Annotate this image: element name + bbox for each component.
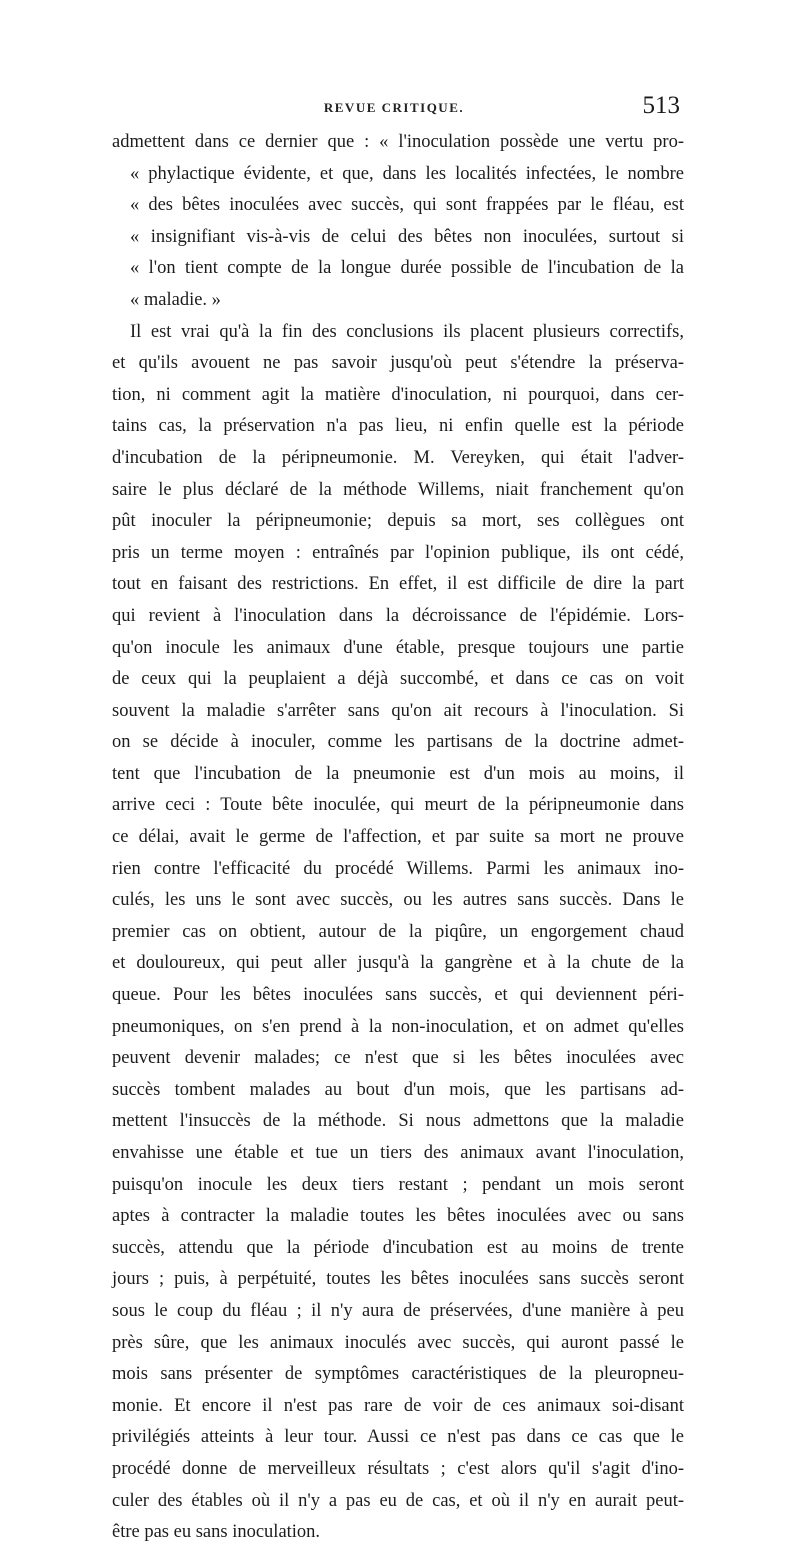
text-line: tains cas, la préservation n'a pas lieu, ni enfin quelle est la période bbox=[112, 416, 684, 437]
text-line: « insignifiant vis-à-vis de celui des bêtes non inoculées, surtout si bbox=[130, 226, 684, 247]
text-line: tent que l'incubation de la pneumonie est d'un mois au moins, il bbox=[112, 763, 684, 784]
text-line: tout en faisant des restrictions. En effet, il est difficile de dire la part bbox=[112, 574, 684, 595]
text-line: puisqu'on inocule les deux tiers restant ; pendant un mois seront bbox=[112, 1174, 684, 1195]
text-line: procédé donne de merveilleux résultats ; c'est alors qu'il s'agit d'ino- bbox=[112, 1458, 684, 1479]
body-text bbox=[112, 127, 684, 1549]
text-line: « des bêtes inoculées avec succès, qui sont frappées par le fléau, est bbox=[130, 195, 684, 216]
text-line: monie. Et encore il n'est pas rare de voir de ces animaux soi-disant bbox=[112, 1395, 684, 1416]
text-line: mois sans présenter de symptômes caractéristiques de la pleuropneu- bbox=[112, 1364, 684, 1385]
text-line: admettent dans ce dernier que : « l'inoculation possède une vertu pro- bbox=[112, 132, 684, 152]
text-line: être pas eu sans inoculation. bbox=[112, 1522, 321, 1543]
text-line: envahisse une étable et tue un tiers des animaux avant l'inoculation, bbox=[112, 1143, 684, 1163]
text-line: privilégiés atteints à leur tour. Aussi ce n'est pas dans ce cas que le bbox=[112, 1427, 684, 1448]
text-line: on se décide à inoculer, comme les partisans de la doctrine admet- bbox=[112, 732, 684, 753]
text-line: « phylactique évidente, et que, dans les localités infectées, le nombre bbox=[130, 163, 684, 184]
text-line: arrive ceci : Toute bête inoculée, qui meurt de la péripneumonie dans bbox=[112, 795, 684, 816]
text-line: « maladie. » bbox=[130, 289, 221, 310]
text-line: Il est vrai qu'à la fin des conclusions ils placent plusieurs correctifs, bbox=[130, 321, 684, 342]
text-line: aptes à contracter la maladie toutes les bêtes inoculées avec ou sans bbox=[112, 1206, 684, 1227]
text-line: et douloureux, qui peut aller jusqu'à la gangrène et à la chute de la bbox=[112, 953, 684, 974]
text-line: et qu'ils avouent ne pas savoir jusqu'où peut s'étendre la préserva- bbox=[112, 353, 684, 374]
text-line: saire le plus déclaré de la méthode Willems, niait franchement qu'on bbox=[112, 479, 684, 500]
text-line: pris un terme moyen : entraînés par l'opinion publique, ils ont cédé, bbox=[112, 542, 684, 563]
text-line: près sûre, que les animaux inoculés avec succès, qui auront passé le bbox=[112, 1332, 684, 1353]
text-line: tion, ni comment agit la matière d'inoculation, ni pourquoi, dans cer- bbox=[112, 384, 684, 405]
running-head bbox=[108, 92, 680, 122]
text-line: jours ; puis, à perpétuité, toutes les bêtes inoculées sans succès seront bbox=[112, 1269, 684, 1290]
page-number: 513 bbox=[642, 92, 680, 119]
text-line: qu'on inocule les animaux d'une étable, presque toujours une partie bbox=[112, 637, 684, 658]
text-line: culés, les uns le sont avec succès, ou les autres sans succès. Dans le bbox=[112, 890, 684, 911]
text-line: mettent l'insuccès de la méthode. Si nous admettons que la maladie bbox=[112, 1111, 684, 1132]
text-line: rien contre l'efficacité du procédé Willems. Parmi les animaux ino- bbox=[112, 858, 684, 879]
text-line: peuvent devenir malades; ce n'est que si les bêtes inoculées avec bbox=[112, 1048, 684, 1069]
text-line: d'incubation de la péripneumonie. M. Vereyken, qui était l'adver- bbox=[112, 447, 684, 468]
text-line: culer des étables où il n'y a pas eu de cas, et où il n'y en aurait peut- bbox=[112, 1490, 684, 1511]
text-line: succès tombent malades au bout d'un mois, que les partisans ad- bbox=[112, 1079, 684, 1100]
text-line: sous le coup du fléau ; il n'y aura de préservées, d'une manière à peu bbox=[112, 1300, 684, 1321]
text-line: queue. Pour les bêtes inoculées sans succès, et qui deviennent péri- bbox=[112, 985, 684, 1006]
text-line: premier cas on obtient, autour de la piqûre, un engorgement chaud bbox=[112, 921, 684, 942]
text-line: pût inoculer la péripneumonie; depuis sa mort, ses collègues ont bbox=[112, 511, 684, 532]
text-line: succès, attendu que la période d'incubation est au moins de trente bbox=[112, 1237, 684, 1258]
text-line: ce délai, avait le germe de l'affection, et par suite sa mort ne prouve bbox=[112, 827, 684, 848]
running-title: REVUE CRITIQUE. bbox=[323, 100, 465, 115]
text-line: « l'on tient compte de la longue durée possible de l'incubation de la bbox=[130, 258, 684, 279]
text-line: de ceux qui la peuplaient a déjà succombé, et dans ce cas on voit bbox=[112, 669, 684, 690]
text-line: souvent la maladie s'arrêter sans qu'on ait recours à l'inoculation. Si bbox=[112, 700, 684, 721]
text-line: pneumoniques, on s'en prend à la non-inoculation, et on admet qu'elles bbox=[112, 1016, 684, 1037]
text-line: qui revient à l'inoculation dans la décroissance de l'épidémie. Lors- bbox=[112, 605, 684, 626]
